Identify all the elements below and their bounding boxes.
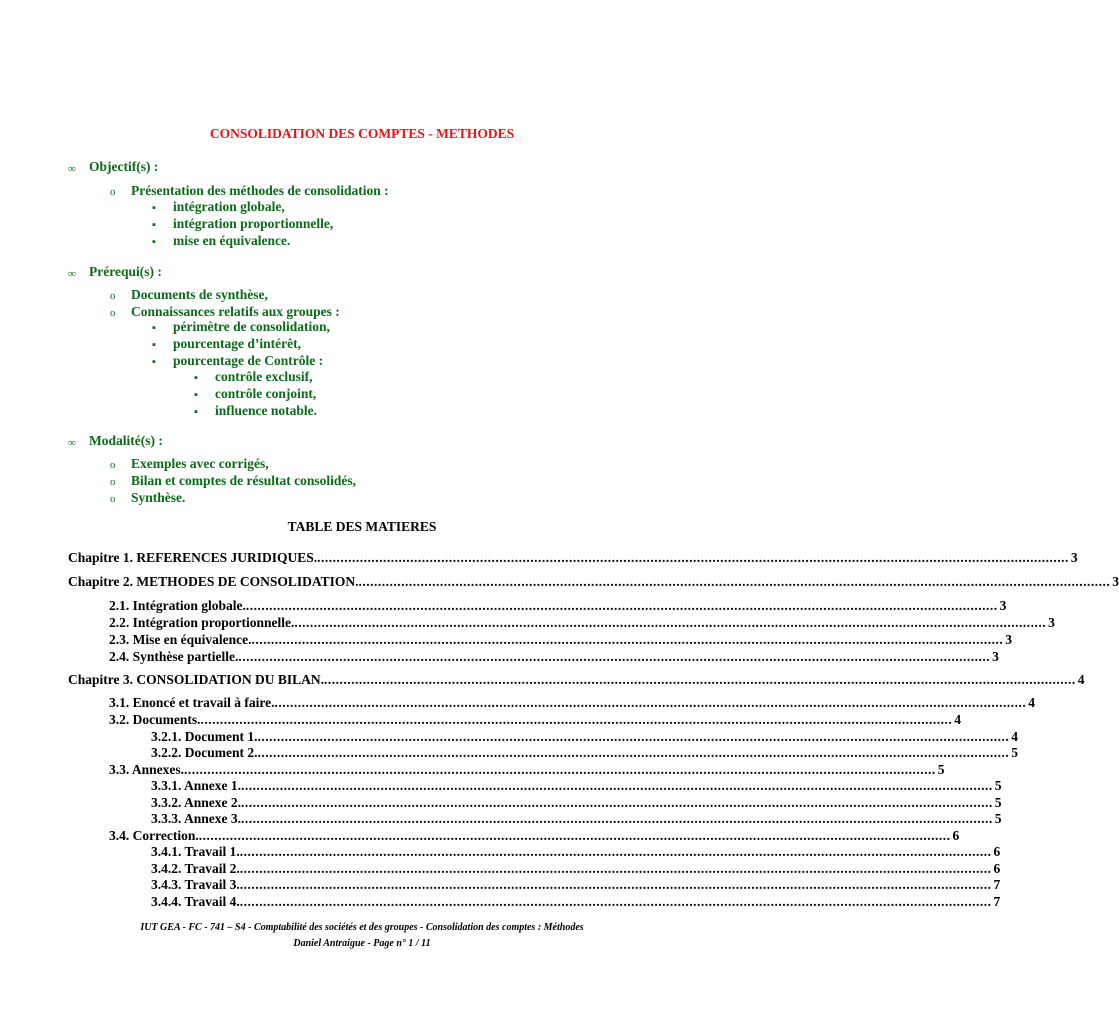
toc-entry-2-1[interactable]: 2.1. Intégration globale. .................................................................................................................................................................................................. 3 [109, 598, 1007, 613]
circle-bullet-icon: o [110, 186, 116, 198]
footer-line-2: Daniel Antraigue - Page n° 1 / 11 [293, 938, 431, 949]
toc-title: TABLE DES MATIERES [287, 519, 437, 534]
infinity-bullet-icon: ∞ [68, 163, 76, 175]
toc-entry-2-4[interactable]: 2.4. Synthèse partielle. .................................................................................................................................................................................................. 3 [109, 649, 999, 664]
toc-entry-3-1[interactable]: 3.1. Enoncé et travail à faire. .................................................................................................................................................................................................. 4 [109, 695, 1035, 710]
list-item: Exemples avec corrigés, [131, 456, 269, 471]
footer-line-1: IUT GEA - FC - 741 – S4 - Comptabilité des sociétés et des groupes - Consolidation des comptes : Méthodes [140, 922, 584, 933]
toc-entry-3-3[interactable]: 3.3. Annexes. .................................................................................................................................................................................................. 5 [109, 762, 945, 777]
list-item: Documents de synthèse, [131, 287, 268, 302]
toc-entry-3-2-1[interactable]: 3.2.1. Document 1. .................................................................................................................................................................................................. 4 [151, 729, 1018, 744]
circle-bullet-icon: o [110, 476, 116, 488]
infinity-bullet-icon: ∞ [68, 268, 76, 280]
list-item: contrôle exclusif, [215, 369, 313, 384]
toc-entry-3-3-2[interactable]: 3.3.2. Annexe 2. .................................................................................................................................................................................................. 5 [151, 795, 1002, 810]
square-bullet-icon: ▪ [194, 389, 198, 401]
list-item: pourcentage de Contrôle : [173, 353, 324, 368]
toc-entry-chapter-2[interactable]: Chapitre 2. METHODES DE CONSOLIDATION. .................................................................................................................................................................................................. 3 [68, 574, 1119, 589]
list-item: périmètre de consolidation, [173, 319, 330, 334]
list-item: pourcentage d’intérêt, [173, 336, 301, 351]
section-heading-modalites: Modalité(s) : [89, 433, 163, 448]
square-bullet-icon: ▪ [152, 339, 156, 351]
toc-entry-3-4-1[interactable]: 3.4.1. Travail 1. .................................................................................................................................................................................................. 6 [151, 844, 1001, 859]
toc-entry-3-4-4[interactable]: 3.4.4. Travail 4. .................................................................................................................................................................................................. 7 [151, 894, 1001, 909]
list-item: Connaissances relatifs aux groupes : [131, 304, 340, 319]
circle-bullet-icon: o [110, 290, 116, 302]
list-item: mise en équivalence. [173, 233, 291, 248]
circle-bullet-icon: o [110, 307, 116, 319]
circle-bullet-icon: o [110, 459, 116, 471]
toc-entry-2-3[interactable]: 2.3. Mise en équivalence. .................................................................................................................................................................................................. 3 [109, 632, 1012, 647]
section-heading-objectifs: Objectif(s) : [89, 159, 159, 174]
list-item: contrôle conjoint, [215, 386, 317, 401]
toc-entry-3-2[interactable]: 3.2. Documents. .................................................................................................................................................................................................. 4 [109, 712, 961, 727]
list-item: Bilan et comptes de résultat consolidés, [131, 473, 356, 488]
toc-entry-3-4-2[interactable]: 3.4.2. Travail 2. .................................................................................................................................................................................................. 6 [151, 861, 1001, 876]
square-bullet-icon: ▪ [194, 372, 198, 384]
list-item: influence notable. [215, 403, 318, 418]
list-item: intégration proportionnelle, [173, 216, 334, 231]
square-bullet-icon: ▪ [152, 356, 156, 368]
toc-entry-3-2-2[interactable]: 3.2.2. Document 2. .................................................................................................................................................................................................. 5 [151, 745, 1018, 760]
toc-entry-3-3-1[interactable]: 3.3.1. Annexe 1. .................................................................................................................................................................................................. 5 [151, 778, 1002, 793]
page-title: CONSOLIDATION DES COMPTES - METHODES [209, 126, 515, 141]
square-bullet-icon: ▪ [152, 236, 156, 248]
toc-entry-chapter-1[interactable]: Chapitre 1. REFERENCES JURIDIQUES. .................................................................................................................................................................................................. 3 [68, 550, 1078, 565]
square-bullet-icon: ▪ [152, 202, 156, 214]
list-item: intégration globale, [173, 199, 285, 214]
list-item: Présentation des méthodes de consolidation : [131, 183, 389, 198]
square-bullet-icon: ▪ [194, 406, 198, 418]
infinity-bullet-icon: ∞ [68, 437, 76, 449]
square-bullet-icon: ▪ [152, 322, 156, 334]
square-bullet-icon: ▪ [152, 219, 156, 231]
toc-entry-chapter-3[interactable]: Chapitre 3. CONSOLIDATION DU BILAN. .................................................................................................................................................................................................. 4 [68, 672, 1085, 687]
toc-entry-3-4-3[interactable]: 3.4.3. Travail 3. .................................................................................................................................................................................................. 7 [151, 877, 1001, 892]
toc-entry-2-2[interactable]: 2.2. Intégration proportionnelle. .................................................................................................................................................................................................. 3 [109, 615, 1055, 630]
circle-bullet-icon: o [110, 493, 116, 505]
list-item: Synthèse. [131, 490, 186, 505]
section-heading-prerequis: Prérequi(s) : [89, 264, 162, 279]
toc-entry-3-3-3[interactable]: 3.3.3. Annexe 3. .................................................................................................................................................................................................. 5 [151, 811, 1002, 826]
toc-entry-3-4[interactable]: 3.4. Correction. .................................................................................................................................................................................................. 6 [109, 828, 960, 843]
